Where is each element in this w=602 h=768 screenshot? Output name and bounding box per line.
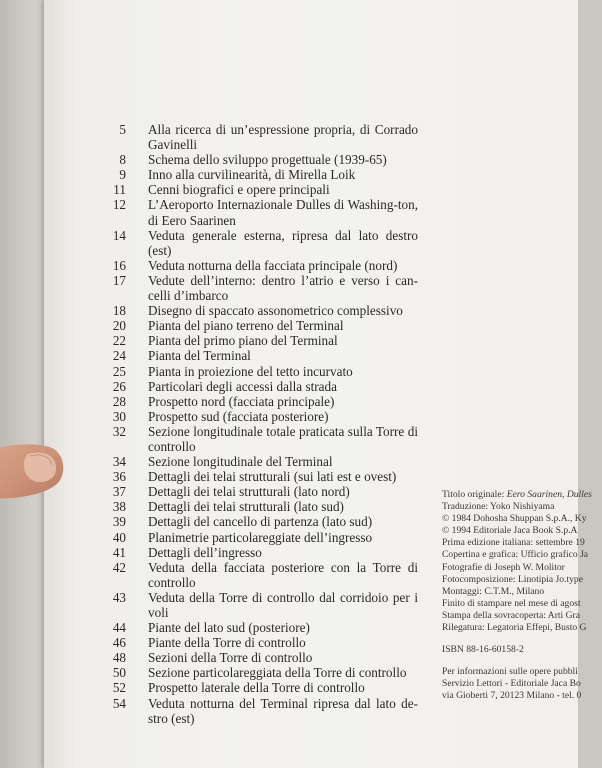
- toc-entry-title: Prospetto sud (facciata posteriore): [148, 408, 329, 424]
- colophon-first-edition: Prima edizione italiana: settembre 19: [442, 537, 585, 549]
- toc-page-number: 54: [112, 695, 126, 711]
- toc-entry: [108, 484, 418, 499]
- toc-entry-title: Pianta del Terminal: [148, 348, 251, 364]
- toc-entry: [108, 333, 418, 348]
- colophon-original-title-label: Titolo originale:: [442, 489, 507, 500]
- colophon-photos: Fotografie di Joseph W. Molitor: [442, 561, 565, 573]
- toc-entry: [108, 635, 418, 650]
- toc-page-number: 52: [112, 680, 126, 696]
- toc-page-number: 25: [112, 363, 126, 379]
- colophon-montage: Montaggi: C.T.M., Milano: [442, 585, 545, 597]
- toc-entry: [108, 167, 418, 182]
- toc-entry: [108, 182, 418, 197]
- toc-page-number: 5: [119, 122, 126, 137]
- colophon-typesetting: Fotocomposizione: Linotipia Jo.type: [442, 573, 583, 585]
- colophon-spacer: [442, 634, 602, 644]
- toc-page-number: 26: [112, 378, 126, 394]
- toc-page-number: 39: [112, 514, 126, 530]
- toc-page-number: 41: [112, 544, 126, 560]
- toc-entry: [108, 424, 418, 454]
- toc-page-number: 20: [112, 318, 126, 334]
- toc-entry: [108, 530, 418, 545]
- toc-page-number: 9: [119, 167, 126, 183]
- toc-entry: [108, 228, 418, 258]
- toc-entry: [108, 650, 418, 665]
- colophon-copyright-1: © 1984 Dohosha Shuppan S.p.A., Ky: [442, 513, 587, 525]
- toc-entry: [108, 454, 418, 469]
- toc-page-number: 12: [112, 197, 126, 213]
- toc-page-number: 22: [112, 333, 126, 349]
- colophon-spacer: [442, 656, 602, 666]
- toc-entry-title: Piante della Torre di controllo: [148, 635, 306, 651]
- toc-entry-title: Dettagli dei telai strutturali (lato nord): [148, 484, 350, 500]
- toc-entry-title: Alla ricerca di un’espressione propria, di Corrado Gavinelli: [148, 122, 418, 153]
- toc-page-number: 32: [112, 423, 126, 439]
- toc-page-number: 40: [112, 529, 126, 545]
- toc-entry-title: Veduta della facciata posteriore con la Torre di controllo: [148, 559, 418, 590]
- toc-entry-title: Inno alla curvilinearità, di Mirella Loik: [148, 167, 356, 183]
- colophon-binding: Rilegatura: Legatoria Effepi, Busto G: [442, 622, 587, 634]
- toc-page-number: 24: [112, 348, 126, 364]
- toc-entry: [108, 258, 418, 273]
- toc-entry-title: Sezione longitudinale del Terminal: [148, 454, 333, 470]
- toc-page-number: 14: [112, 227, 126, 243]
- toc-entry-title: Sezione longitudinale totale praticata sulla Torre di controllo: [148, 423, 418, 454]
- colophon-copyright-2: © 1994 Editoriale Jaca Book S.p.A: [442, 525, 578, 537]
- toc-page-number: 11: [113, 182, 126, 198]
- toc-entry: [108, 665, 418, 680]
- toc-entry: [108, 122, 418, 152]
- toc-page-number: 17: [112, 272, 126, 288]
- toc-entry-title: Veduta notturna della facciata principale (nord): [148, 257, 398, 273]
- toc-entry: [108, 409, 418, 424]
- toc-page-number: 48: [112, 650, 126, 666]
- toc-page-number: 30: [112, 408, 126, 424]
- toc-page-number: 28: [112, 393, 126, 409]
- colophon-translation: Traduzione: Yoko Nishiyama: [442, 501, 555, 513]
- colophon-jacket: Stampa della sovracoperta: Arti Gra: [442, 609, 580, 621]
- toc-page-number: 42: [112, 559, 126, 575]
- colophon-isbn: ISBN 88-16-60158-2: [442, 644, 524, 656]
- toc-page-number: 16: [112, 257, 126, 273]
- toc-entry-title: Prospetto laterale della Torre di controllo: [148, 680, 365, 696]
- toc-entry: [108, 499, 418, 514]
- thumb-holding-page: [0, 436, 68, 508]
- toc-page-number: 46: [112, 635, 126, 651]
- toc-entry-title: Dettagli dell’ingresso: [148, 544, 262, 560]
- colophon-original-title: [442, 489, 602, 501]
- toc-page-number: 43: [112, 589, 126, 605]
- toc-entry: [108, 620, 418, 635]
- toc-entry-title: Dettagli dei telai strutturali (lato sud): [148, 499, 344, 515]
- toc-entry-title: Pianta in proiezione del tetto incurvato: [148, 363, 353, 379]
- toc-entry-title: Pianta del primo piano del Terminal: [148, 333, 338, 349]
- toc-entry-title: Dettagli del cancello di partenza (lato sud): [148, 514, 373, 530]
- toc-page-number: 18: [112, 303, 126, 319]
- toc-entry-title: Pianta del piano terreno del Terminal: [148, 318, 344, 334]
- toc-entry-title: Veduta generale esterna, ripresa dal lato destro (est): [148, 227, 418, 258]
- toc-entry: [108, 303, 418, 318]
- toc-entry: [108, 273, 418, 303]
- toc-entry-title: L’Aeroporto Internazionale Dulles di Washing-ton, di Eero Saarinen: [148, 197, 418, 228]
- toc-entry-title: Sezioni della Torre di controllo: [148, 650, 313, 666]
- toc-entry: [108, 590, 418, 620]
- toc-entry-title: Sezione particolareggiata della Torre di controllo: [148, 665, 407, 681]
- toc-page-number: 37: [112, 484, 126, 500]
- toc-entry: [108, 152, 418, 167]
- toc-entry: [108, 680, 418, 695]
- toc-entry: [108, 545, 418, 560]
- toc-entry-title: Dettagli dei telai strutturali (sui lati est e ovest): [148, 469, 397, 485]
- toc-entry-title: Planimetrie particolareggiate dell’ingresso: [148, 529, 373, 545]
- background-surface: [0, 0, 48, 768]
- toc-entry-title: Particolari degli accessi dalla strada: [148, 378, 337, 394]
- toc-entry: [108, 197, 418, 227]
- toc-entry-title: Vedute dell’interno: dentro l’atrio e verso i can-celli d’imbarco: [148, 272, 418, 304]
- toc-page-number: 50: [112, 665, 126, 681]
- toc-entry: [108, 318, 418, 333]
- toc-entry-title: Prospetto nord (facciata principale): [148, 393, 335, 409]
- colophon-info: Per informazioni sulle opere pubbli: [442, 666, 578, 678]
- toc-entry: [108, 514, 418, 529]
- toc-entry: [108, 364, 418, 379]
- colophon-address: via Gioberti 7, 20123 Milano - tel. 0: [442, 690, 582, 702]
- toc-entry: [108, 696, 418, 726]
- toc-entry-title: Schema dello sviluppo progettuale (1939-65): [148, 152, 387, 168]
- toc-entry: [108, 379, 418, 394]
- colophon-printing: Finito di stampare nel mese di agost: [442, 597, 581, 609]
- toc-page-number: 8: [119, 152, 126, 168]
- toc-entry: [108, 394, 418, 409]
- toc-entry-title: Cenni biografici e opere principali: [148, 182, 330, 198]
- table-of-contents: [108, 122, 418, 726]
- colophon-cover: Copertina e grafica: Ufficio grafico Ja: [442, 549, 589, 561]
- toc-entry-title: Disegno di spaccato assonometrico complessivo: [148, 303, 403, 319]
- colophon: [442, 489, 602, 703]
- toc-page-number: 44: [112, 620, 126, 636]
- toc-page-number: 36: [112, 469, 126, 485]
- toc-page-number: 34: [112, 454, 126, 470]
- toc-entry-title: Veduta della Torre di controllo dal corridoio per i voli: [148, 589, 418, 620]
- colophon-original-title-value: Eero Saarinen, Dulles: [506, 489, 592, 500]
- toc-page-number: 38: [112, 499, 126, 515]
- toc-entry-title: Piante del lato sud (posteriore): [148, 620, 310, 636]
- toc-entry: [108, 469, 418, 484]
- colophon-service: Servizio Lettori - Editoriale Jaca Bo: [442, 678, 581, 690]
- toc-entry: [108, 348, 418, 363]
- toc-entry-title: Veduta notturna del Terminal ripresa dal lato de-stro (est): [148, 695, 418, 726]
- toc-entry: [108, 560, 418, 590]
